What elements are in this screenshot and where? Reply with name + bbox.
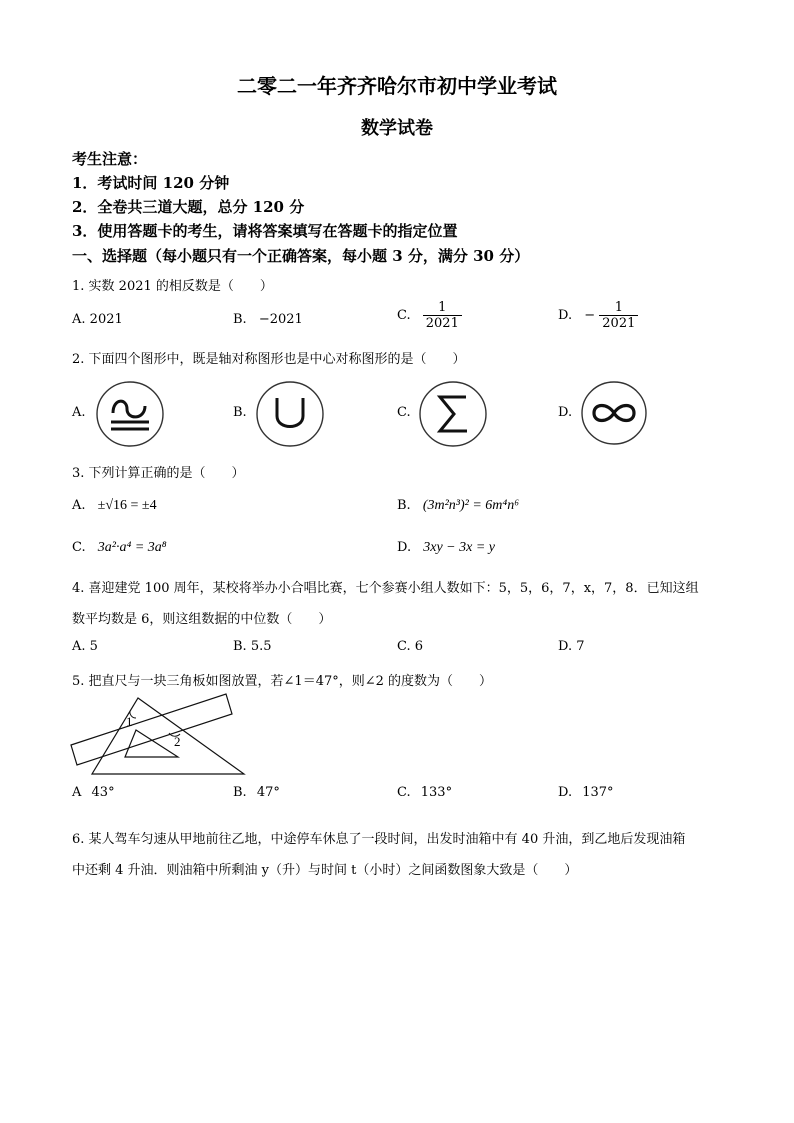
option-label: A. [72, 312, 86, 327]
q5-option-d [558, 785, 614, 800]
option-label: C. [397, 308, 411, 323]
q1-option-a [72, 312, 123, 327]
option-value: 6 [414, 639, 424, 654]
question-6-stem-line-2: 中还剩 4 升油．则油箱中所剩油 y（升）与时间 t（小时）之间函数图象大致是（ ） [72, 863, 578, 878]
question-1-stem: 1. 实数 2021 的相反数是（ ） [72, 279, 273, 294]
fraction [423, 300, 462, 331]
option-label: C. [72, 540, 86, 555]
q3-option-d [397, 540, 495, 556]
q3-option-b [397, 498, 519, 514]
q3-option-a [72, 498, 157, 514]
option-label: B. [233, 785, 247, 800]
q3-option-c [72, 540, 167, 556]
fraction-denominator: 2021 [602, 316, 636, 331]
q4-option-b [233, 639, 272, 654]
option-value: 47° [256, 785, 280, 800]
q5-option-a [72, 785, 115, 800]
q4-option-c [397, 639, 423, 654]
q2-option-b-label: B. [233, 405, 247, 420]
option-label: A. [72, 639, 86, 654]
option-value: 137° [582, 785, 614, 800]
option-label: A. [72, 498, 86, 513]
q5-option-b [233, 785, 280, 800]
option-value: 2021 [89, 312, 123, 327]
page-title: 二零二一年齐齐哈尔市初中学业考试 [237, 74, 557, 98]
sigma-symbol-figure [418, 380, 488, 448]
q2-option-a-label: A. [72, 405, 86, 420]
cup-symbol-figure [255, 380, 325, 448]
option-label: D. [558, 785, 573, 800]
q1-option-d [558, 300, 638, 331]
fraction [599, 300, 638, 331]
angle-1-label: 1 [126, 714, 133, 729]
question-6-stem-line-1: 6. 某人驾车匀速从甲地前往乙地，中途停车休息了一段时间，出发时油箱中有 40 升油，到乙地后发现油箱 [72, 832, 686, 847]
option-formula: 3a²·a⁴ = 3a⁸ [97, 540, 167, 555]
minus-sign: − [584, 308, 596, 323]
q4-option-a [72, 639, 98, 654]
option-label: D. [397, 540, 412, 555]
question-3-stem: 3. 下列计算正确的是（ ） [72, 466, 245, 481]
option-label: B. [233, 639, 247, 654]
option-label: C. [397, 785, 411, 800]
q5-option-c [397, 785, 452, 800]
infinity-symbol-figure [580, 380, 648, 446]
wavy-lines-symbol-figure [95, 380, 165, 448]
option-label: D. [558, 308, 573, 323]
q2-option-d-label: D. [558, 405, 573, 420]
q1-option-c [397, 300, 462, 331]
option-value: 5 [89, 639, 98, 654]
option-label: B. [397, 498, 411, 513]
angle-2-label: 2 [174, 734, 181, 749]
option-value: 133° [420, 785, 453, 800]
triangle-outer [92, 698, 244, 774]
option-label: C. [397, 639, 411, 654]
page-subtitle: 数学试卷 [361, 118, 433, 139]
option-label: D. [558, 639, 573, 654]
option-formula: (3m²n³)² = 6m⁴n⁶ [422, 498, 520, 513]
fraction-numerator: 1 [599, 300, 638, 316]
option-value: 7 [576, 639, 585, 654]
question-4-stem-line-1: 4. 喜迎建党 100 周年，某校将举办小合唱比赛，七个参赛小组人数如下：5，5，6，7，x，7，8．已知这组 [72, 581, 699, 596]
q4-option-d [558, 639, 585, 654]
option-value: −2021 [258, 312, 303, 327]
notice-item-1: 1．考试时间 120 分钟 [72, 174, 230, 192]
option-value: 43° [91, 785, 115, 800]
option-label: A [72, 785, 82, 800]
notice-item-3: 3．使用答题卡的考生，请将答案填写在答题卡的指定位置 [72, 222, 458, 240]
ruler-shape [71, 694, 232, 765]
section-heading: 一、选择题（每小题只有一个正确答案，每小题 3 分，满分 30 分） [72, 247, 530, 265]
notice-item-2: 2．全卷共三道大题，总分 120 分 [72, 198, 305, 216]
option-formula: 3xy − 3x = y [423, 540, 495, 555]
question-5-stem: 5. 把直尺与一块三角板如图放置，若∠1＝47°，则∠2 的度数为（ ） [72, 674, 493, 689]
question-2-stem: 2. 下面四个图形中，既是轴对称图形也是中心对称图形的是（ ） [72, 352, 466, 367]
option-label: B. [233, 312, 247, 327]
notice-heading: 考生注意： [72, 150, 148, 168]
option-formula: ±√16 = ±4 [97, 498, 157, 513]
q1-option-b [233, 312, 303, 327]
fraction-denominator: 2021 [425, 316, 459, 331]
ruler-triangle-figure [68, 690, 250, 778]
option-value: 5.5 [250, 639, 272, 654]
question-4-stem-line-2: 数平均数是 6，则这组数据的中位数（ ） [72, 612, 332, 627]
fraction-numerator: 1 [423, 300, 462, 316]
q2-option-c-label: C. [397, 405, 411, 420]
